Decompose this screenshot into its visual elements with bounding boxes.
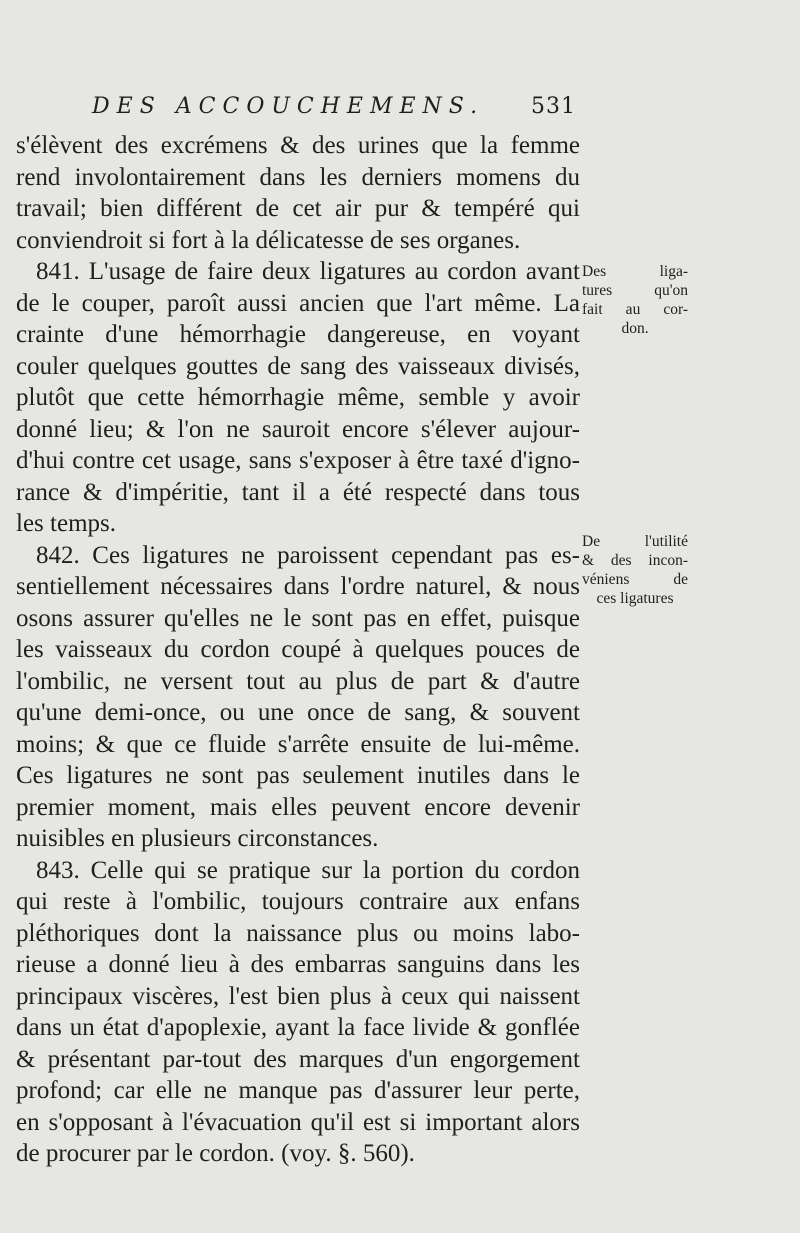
text-line: de procurer par le cordon. (voy. §. 560). bbox=[16, 1140, 415, 1167]
margin-note-line: don. bbox=[621, 320, 649, 337]
text-line: dans un état d'apoplexie, ayant la face livide & gonflée bbox=[16, 1014, 580, 1041]
body-text bbox=[16, 130, 580, 1170]
text-line: les vaisseaux du cordon coupé à quelques pouces de bbox=[16, 636, 580, 663]
text-line: travail; bien différent de cet air pur & tempéré qui bbox=[16, 195, 580, 222]
text-line: & présentant par-tout des marques d'un engorgement bbox=[16, 1045, 580, 1073]
text-line: rend involontairement dans les derniers momens du bbox=[16, 163, 580, 191]
running-title: DES ACCOUCHEMENS. bbox=[92, 94, 485, 119]
text-line: sentiellement nécessaires dans l'ordre naturel, & nous bbox=[16, 573, 580, 600]
text-line: pléthoriques dont la naissance plus ou moins labo- bbox=[16, 919, 580, 947]
text-line: les temps. bbox=[16, 510, 116, 537]
running-header bbox=[92, 94, 576, 119]
text-line: crainte d'une hémorrhagie dangereuse, en voyant bbox=[16, 321, 580, 348]
text-line: rieuse a donné lieu à des embarras sanguins dans les bbox=[16, 951, 580, 978]
text-line: plutôt que cette hémorrhagie même, semble y avoir bbox=[16, 384, 580, 411]
margin-note-line: fait au cor- bbox=[582, 301, 688, 318]
text-line: d'hui contre cet usage, sans s'exposer à être taxé d'igno- bbox=[16, 447, 580, 474]
text-line: s'élèvent des excrémens & des urines que la femme bbox=[16, 132, 580, 159]
margin-note-line: Des liga- bbox=[582, 263, 688, 280]
margin-note-line: De l'utilité bbox=[582, 533, 688, 550]
margin-note-line: ces ligatures bbox=[596, 590, 674, 607]
paragraph-continuation bbox=[16, 130, 580, 256]
text-line: qui reste à l'ombilic, toujours contraire aux enfans bbox=[16, 888, 580, 915]
margin-note-line: véniens de bbox=[582, 571, 688, 588]
page-number: 531 bbox=[531, 94, 576, 119]
text-line: qu'une demi-once, ou une once de sang, & souvent bbox=[16, 699, 580, 726]
text-line: donné lieu; & l'on ne sauroit encore s'élever aujour- bbox=[16, 415, 580, 443]
text-line: de le couper, paroît aussi ancien que l'art même. La bbox=[16, 289, 580, 317]
text-line: Ces ligatures ne sont pas seulement inutiles dans le bbox=[16, 762, 580, 789]
text-line: conviendroit si fort à la délicatesse de ses organes. bbox=[16, 226, 521, 254]
text-line: premier moment, mais elles peuvent encore devenir bbox=[16, 793, 580, 821]
text-line: en s'opposant à l'évacuation qu'il est si important alors bbox=[16, 1108, 580, 1136]
text-line: 841. L'usage de faire deux ligatures au cordon avant bbox=[36, 258, 580, 285]
text-line: rance & d'impéritie, tant il a été respecté dans tous bbox=[16, 478, 580, 506]
text-line: l'ombilic, ne versent tout au plus de part & d'autre bbox=[16, 667, 580, 695]
paragraph-843 bbox=[16, 855, 580, 1170]
margin-note-ligatures bbox=[582, 262, 688, 338]
paragraph-842 bbox=[16, 540, 580, 855]
margin-note-utilite bbox=[582, 532, 688, 608]
margin-note-line: tures qu'on bbox=[582, 282, 688, 299]
text-line: 842. Ces ligatures ne paroissent cependant pas es- bbox=[36, 541, 580, 569]
text-line: osons assurer qu'elles ne le sont pas en effet, puisque bbox=[16, 604, 580, 632]
text-line: couler quelques gouttes de sang des vaisseaux divisés, bbox=[16, 352, 580, 380]
paragraph-841 bbox=[16, 256, 580, 540]
text-line: nuisibles en plusieurs circonstances. bbox=[16, 825, 379, 852]
text-line: principaux viscères, l'est bien plus à ceux qui naissent bbox=[16, 982, 580, 1010]
text-line: 843. Celle qui se pratique sur la portion du cordon bbox=[36, 856, 580, 884]
text-line: moins; & que ce fluide s'arrête ensuite de lui-même. bbox=[16, 730, 580, 758]
margin-note-line: & des incon- bbox=[582, 552, 688, 569]
text-line: profond; car elle ne manque pas d'assurer leur perte, bbox=[16, 1077, 580, 1104]
